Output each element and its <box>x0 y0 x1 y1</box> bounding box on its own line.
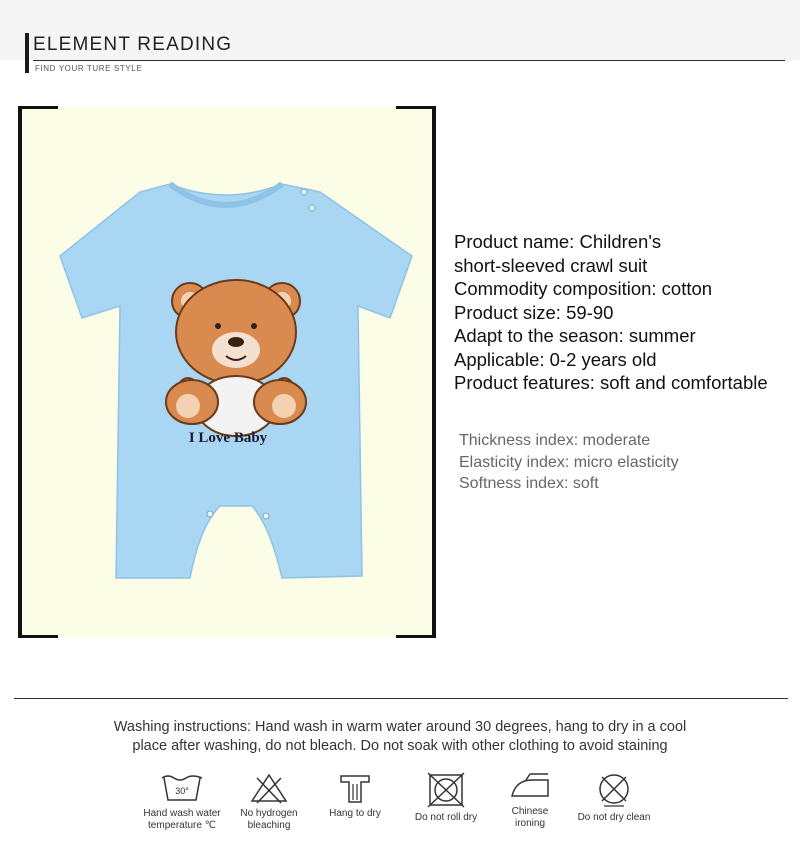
header-divider <box>33 60 785 61</box>
no-tumble-dry-icon <box>426 772 466 808</box>
care-item-hang-dry <box>320 772 390 820</box>
no-dry-clean-icon <box>594 772 634 808</box>
info-line: Product features: soft and comfortable <box>454 372 768 393</box>
index-line: Softness index: soft <box>459 475 599 492</box>
iron-icon <box>508 772 552 802</box>
care-label: Do not roll dry <box>414 812 478 823</box>
care-item-no-bleach <box>232 772 306 832</box>
care-label: bleaching <box>247 820 291 831</box>
photo-bracket-right <box>432 106 436 638</box>
info-line: Adapt to the season: summer <box>454 325 696 346</box>
care-item-no-tumble-dry <box>404 772 488 824</box>
section-divider <box>14 698 788 699</box>
info-line: short-sleeved crawl suit <box>454 254 648 276</box>
bear-print <box>166 280 306 436</box>
washing-instructions <box>60 718 740 756</box>
care-label: No hydrogen <box>240 808 298 819</box>
product-info <box>454 230 768 395</box>
care-label: Do not dry clean <box>577 812 651 823</box>
care-item-hand-wash <box>136 772 228 832</box>
hand-wash-30-icon <box>160 772 204 804</box>
washing-line: Washing instructions: Hand wash in warm water around 30 degrees, hang to dry in a cool <box>113 719 687 735</box>
photo-bracket-tick <box>396 106 436 109</box>
print-text: I Love Baby <box>188 430 268 446</box>
index-line: Elasticity index: micro elasticity <box>459 453 679 471</box>
care-label: ironing <box>514 818 546 829</box>
info-line: Product size: 59-90 <box>454 301 614 323</box>
care-label: Hang to dry <box>329 808 381 819</box>
photo-bracket-left <box>18 106 22 638</box>
photo-bracket-tick <box>396 635 436 638</box>
photo-bracket-tick <box>18 635 58 638</box>
section-title: ELEMENT READING <box>33 34 233 55</box>
no-bleach-icon <box>249 772 289 804</box>
romper-illustration <box>20 106 436 638</box>
care-label: Hand wash water <box>143 808 221 819</box>
section-subtitle: FIND YOUR TURE STYLE <box>35 64 143 73</box>
info-line: Commodity composition: cotton <box>454 278 713 299</box>
care-label: temperature ℃ <box>148 820 216 831</box>
washing-line: place after washing, do not bleach. Do not soak with other clothing to avoid staining <box>132 738 668 754</box>
wash-temp-text: 30° <box>175 786 189 796</box>
info-line: Product name: Children's <box>454 231 662 252</box>
photo-bracket-tick <box>18 106 58 109</box>
care-item-no-dry-clean <box>568 772 660 824</box>
header-accent-bar <box>25 33 29 73</box>
product-indices <box>459 430 679 495</box>
index-line: Thickness index: moderate <box>459 432 651 449</box>
product-photo <box>20 106 436 638</box>
care-label: Chinese <box>511 806 549 817</box>
care-item-iron <box>496 772 564 830</box>
info-line: Applicable: 0-2 years old <box>454 348 657 370</box>
hang-dry-icon <box>335 772 375 804</box>
